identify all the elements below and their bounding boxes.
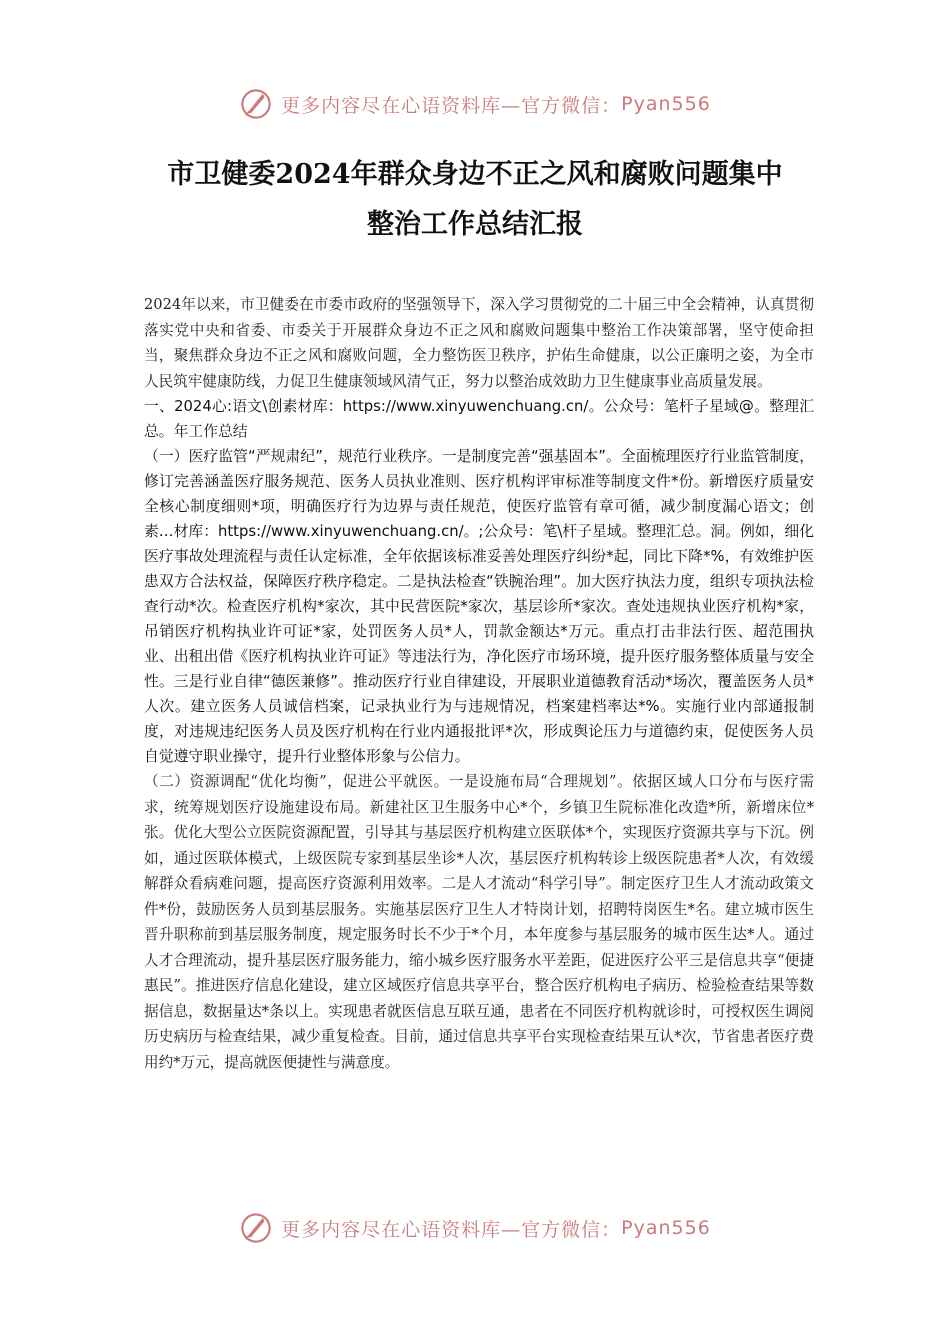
title-line-1: 市卫健委2024年群众身边不正之风和腐败问题集中 (167, 159, 783, 190)
watermark-banner-bottom (0, 1208, 950, 1248)
watermark-banner-top (0, 84, 950, 124)
watermark-wechat-id: Pyan556 (621, 93, 711, 115)
intro-paragraph: 2024年以来，市卫健委在市委市政府的坚强领导下，深入学习贯彻党的二十届三中全会精神，认真贯彻落实党中央和省委、市委关于开展群众身边不正之风和腐败问题集中整治工作决策部署，坚守使命担当，聚焦群众身边不正之风和腐败问题，全力整饬医卫秩序，护佑生命健康，以公正廉明之姿，为全市人民筑牢健康防线，力促卫生健康领域风清气正，努力以整治成效助力卫生健康事业高质量发展。 (144, 296, 814, 390)
document-title (110, 150, 840, 250)
watermark-text: 更多内容尽在心语资料库—官方微信： (281, 94, 622, 117)
watermark-wechat-id: Pyan556 (621, 1217, 711, 1239)
quill-logo-icon (239, 87, 273, 121)
quill-logo-icon (239, 1211, 273, 1245)
section-2-paragraph: （二）资源调配“优化均衡”，促进公平就医。一是设施布局“合理规划”。依据区域人口分布与医疗需求，统筹规划医疗设施建设布局。新建社区卫生服务中心*个，乡镇卫生院标准化改造*所，新增床位*张。优化大型公立医院资源配置，引导其与基层医疗机构建立医联体*个，实现医疗资源共享与下沉。例如，通过医联体模式，上级医院专家到基层坐诊*人次，基层医疗机构转诊上级医院患者*人次，有效缓解群众看病难问题，提高医疗资源利用效率。二是人才流动“科学引导”。制定医疗卫生人才流动政策文件*份，鼓励医务人员到基层服务。实施基层医疗卫生人才特岗计划，招聘特岗医生*名。建立城市医生晋升职称前到基层服务制度，规定服务时长不少于*个月，本年度参与基层服务的城市医生达*人。通过人才合理流动，提升基层医疗服务能力，缩小城乡医疗服务水平差距，促进医疗公平三是信息共享“便捷惠民”。推进医疗信息化建设，建立区域医疗信息共享平台，整合医疗机构电子病历、检验检查结果等数据信息，数据量达*条以上。实现患者就医信息互联互通，患者在不同医疗机构就诊时，可授权医生调阅历史病历与检查结果，减少重复检查。目前，通过信息共享平台实现检查结果互认*次，节省患者医疗费用约*万元，提高就医便捷性与满意度。 (144, 773, 814, 1071)
title-line-2: 整治工作总结汇报 (367, 209, 583, 240)
section-1-paragraph: （一）医疗监管“严规肃纪”，规范行业秩序。一是制度完善“强基固本”。全面梳理医疗行业监管制度，修订完善涵盖医疗服务规范、医务人员执业准则、医疗机构评审标准等制度文件*份。新增医疗质量安全核心制度细则*项，明确医疗行为边界与责任规范，使医疗监管有章可循，减少制度漏心语文；创素…材库：https://www.xinyuwenchuang.cn/。;公众号：笔\杆子星域。整理汇总。洞。例如，细化医疗事故处理流程与责任认定标准，全年依据该标准妥善处理医疗纠纷*起，同比下降*%，有效维护医患双方合法权益，保障医疗秩序稳定。二是执法检查“铁腕治理”。加大医疗执法力度，组织专项执法检查行动*次。检查医疗机构*家次，其中民营医院*家次，基层诊所*家次。查处违规执业医疗机构*家，吊销医疗机构执业许可证*家，处罚医务人员*人，罚款金额达*万元。重点打击非法行医、超范围执业、出租出借《医疗机构执业许可证》等违法行为，净化医疗市场环境，提升医疗服务整体质量与安全性。三是行业自律“德医兼修”。推动医疗行业自律建设，开展职业道德教育活动*场次，覆盖医务人员*人次。建立医务人员诚信档案，记录执业行为与违规情况，档案建档率达*%。实施行业内部通报制度，对违规违纪医务人员及医疗机构在行业内通报批评*次，形成舆论压力与道德约束，促使医务人员自觉遵守职业操守，提升行业整体形象与公信力。 (144, 448, 814, 765)
document-body (144, 292, 814, 1075)
section-heading-1: 一、2024心:语文\创素材库：https://www.xinyuwenchuang.cn/。公众号：笔杆子星域@。整理汇总。年工作总结 (144, 398, 814, 440)
watermark-text: 更多内容尽在心语资料库—官方微信： (281, 1218, 622, 1241)
